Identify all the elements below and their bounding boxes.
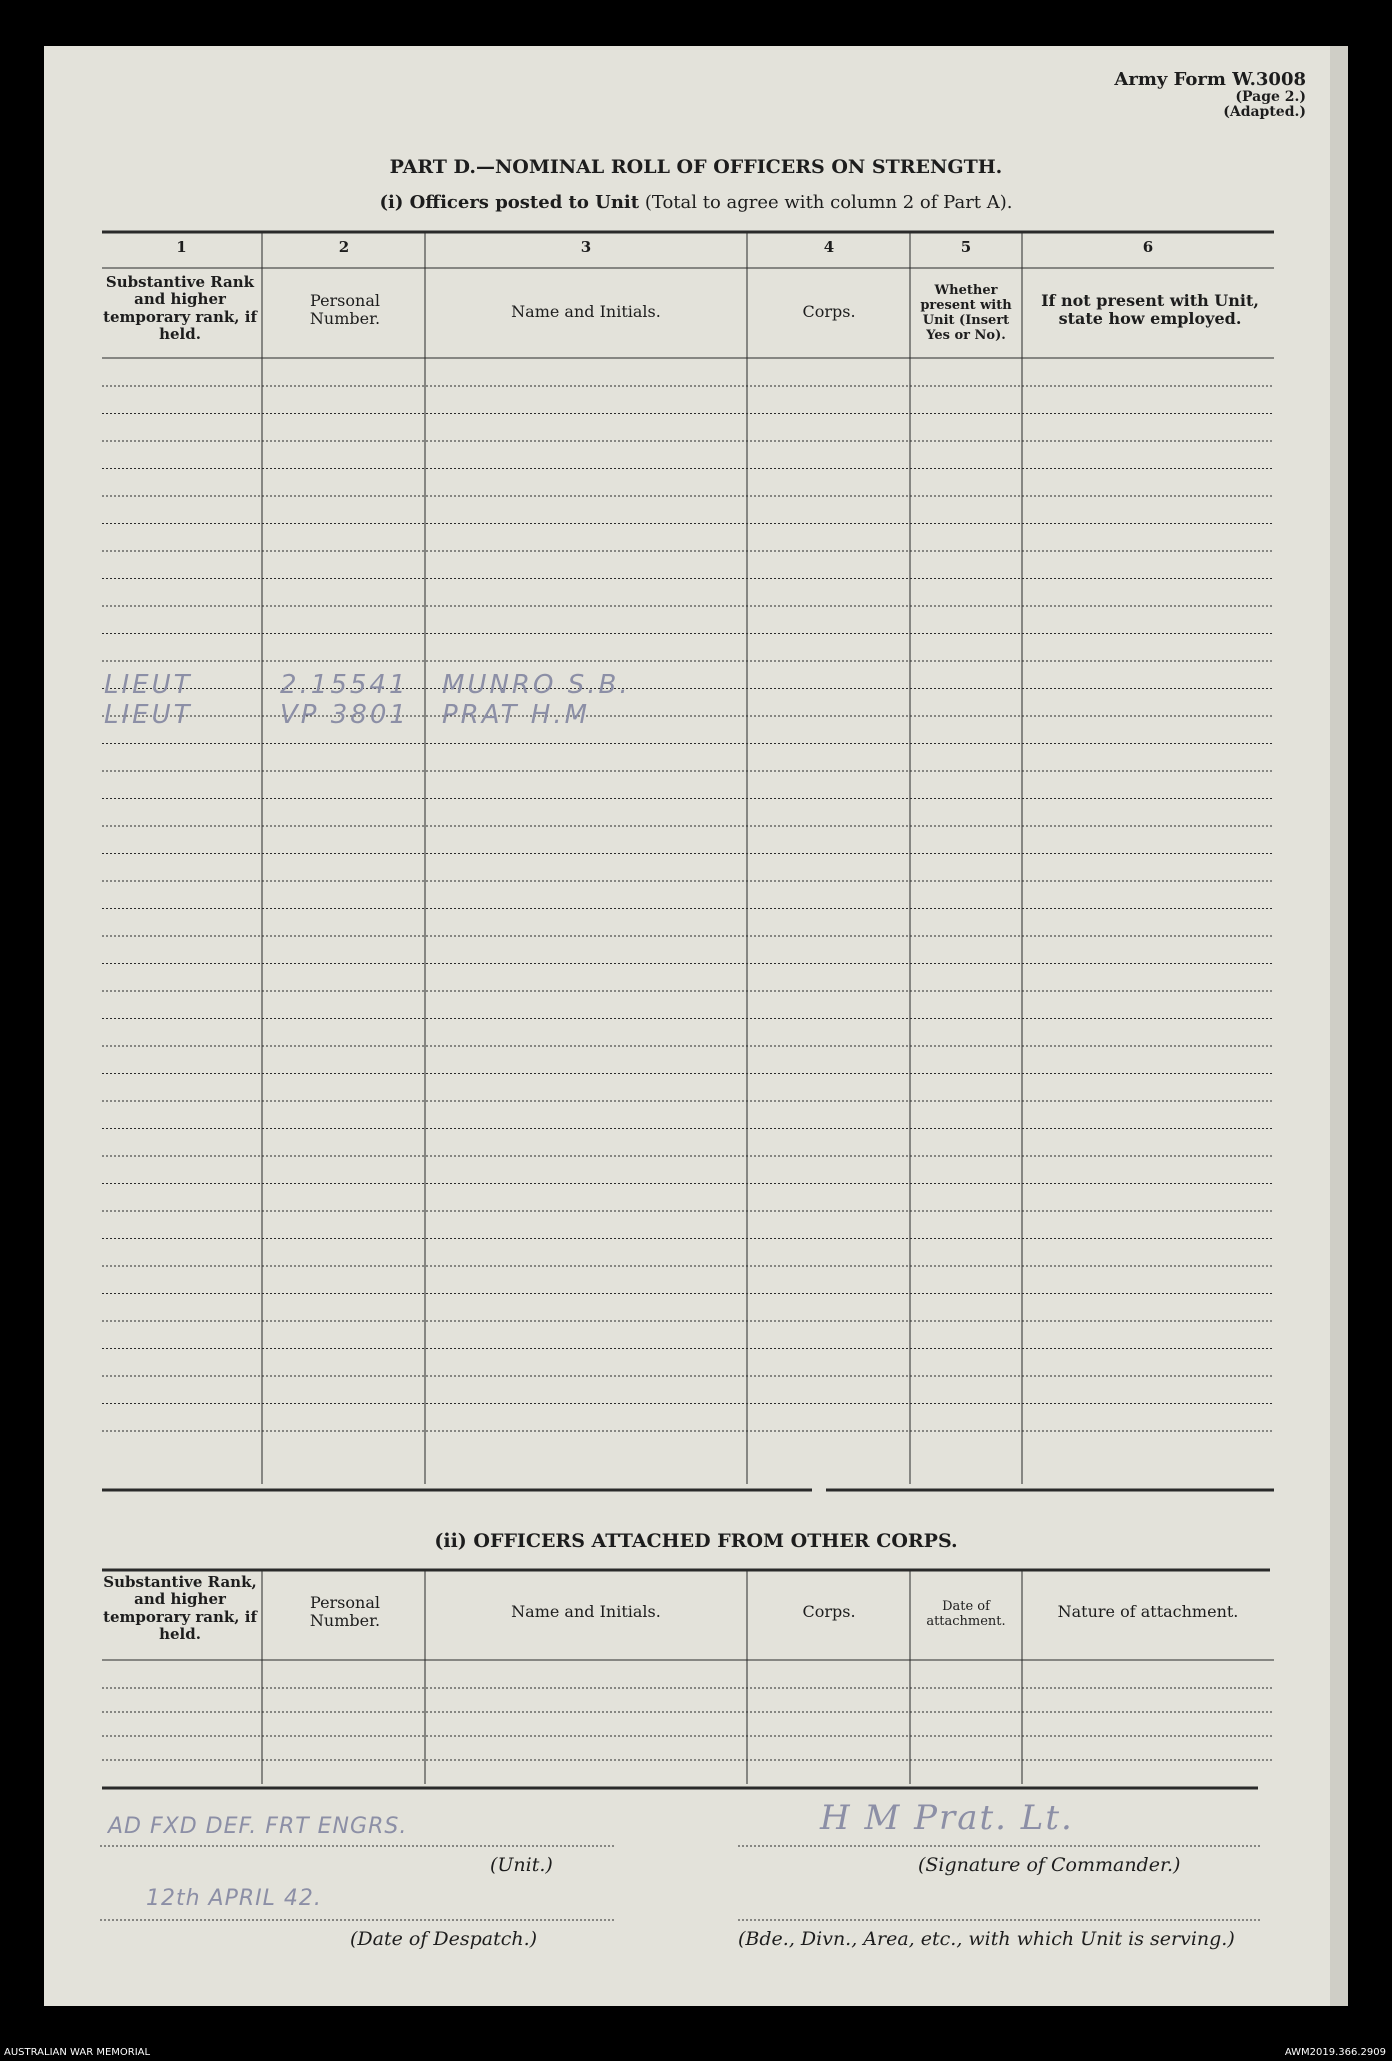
section1-heading-bold: (i) Officers posted to Unit (379, 192, 640, 213)
col-header-present: Whether present with Unit (Insert Yes or No). (920, 283, 1012, 343)
form-page: (Page 2.) (1235, 88, 1306, 105)
col-number-5: 5 (960, 238, 972, 256)
unit-value: AD FXD DEF. FRT ENGRS. (108, 1814, 408, 1839)
form-note: (Adapted.) (1223, 104, 1306, 121)
col-number-3: 3 (580, 238, 592, 256)
bde-label: (Bde., Divn., Area, etc., with which Unit is serving.) (738, 1928, 1235, 1950)
signature-value: H M Prat. Lt. (820, 1798, 1074, 1838)
entry-1-name: MUNRO S.B. (442, 670, 631, 700)
col-header-personal-number: Personal Number. (309, 291, 381, 329)
col-number-2: 2 (338, 238, 350, 256)
col-number-6: 6 (1142, 238, 1154, 256)
s2-header-corps: Corps. (802, 1602, 856, 1621)
section2-heading: (ii) OFFICERS ATTACHED FROM OTHER CORPS. (434, 1530, 958, 1552)
date-value: 12th APRIL 42. (146, 1886, 322, 1911)
credit-right: AWM2019.366.2909 (1284, 2047, 1386, 2058)
date-label: (Date of Despatch.) (350, 1928, 538, 1950)
s2-header-personal-number: Personal Number. (309, 1593, 381, 1631)
col-header-rank: Substantive Rank and higher temporary rank, if held. (103, 273, 257, 343)
s2-header-nature: Nature of attachment. (1057, 1602, 1239, 1621)
entry-2-name: PRAT H.M (442, 700, 591, 730)
s2-header-rank: Substantive Rank, and higher temporary rank, if held. (103, 1573, 257, 1643)
credit-left: AUSTRALIAN WAR MEMORIAL (4, 2047, 151, 2058)
col-header-name: Name and Initials. (511, 302, 661, 321)
entry-1-rank: LIEUT (104, 670, 193, 700)
entry-2-number: VP 3801 (280, 700, 409, 730)
col-header-corps: Corps. (802, 302, 856, 321)
entry-2-rank: LIEUT (104, 700, 193, 730)
signature-label: (Signature of Commander.) (918, 1854, 1181, 1876)
section1-heading-rest: (Total to agree with column 2 of Part A). (644, 192, 1013, 213)
form-name: Army Form W.3008 (1114, 69, 1306, 90)
col-header-employment: If not present with Unit, state how employed. (1041, 291, 1259, 329)
s2-header-date: Date of attachment. (926, 1599, 1006, 1629)
col-number-4: 4 (823, 238, 835, 256)
part-title: PART D.—NOMINAL ROLL OF OFFICERS ON STRENGTH. (389, 156, 1003, 178)
col-number-1: 1 (176, 238, 187, 256)
s2-header-name: Name and Initials. (511, 1602, 661, 1621)
unit-label: (Unit.) (490, 1854, 553, 1876)
entry-1-number: 2.15541 (280, 670, 409, 700)
